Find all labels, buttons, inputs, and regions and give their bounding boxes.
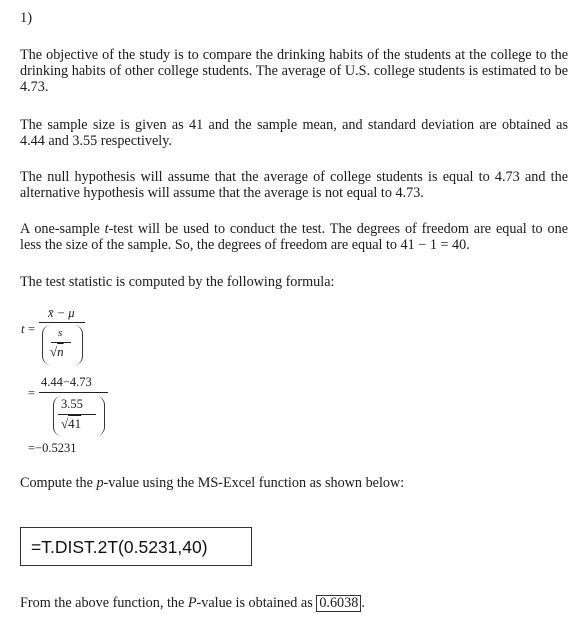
excel-formula-box: =T.DIST.2T(0.5231,40) <box>20 527 252 566</box>
formula-n: n <box>57 344 64 359</box>
formula-num2: 4.44−4.73 <box>41 375 92 389</box>
formula-sqrt <box>50 344 64 360</box>
result-text-pre: From the above function, the <box>20 595 188 611</box>
ttest-text-pre: A one-sample <box>20 221 105 237</box>
formula-fraction-bar <box>39 322 85 323</box>
result-p-italic: P <box>187 595 197 611</box>
formula-intro: The test statistic is computed by the following formula: <box>20 274 335 290</box>
formula-t: t <box>21 322 25 336</box>
question-number: 1) <box>20 10 33 26</box>
hypothesis-paragraph: The null hypothesis will assume that the average of college students is equal to 4.73 and the alternative hypothesis will assume that the average is not equal to 4.73. <box>20 169 568 201</box>
formula-eq2: = <box>28 386 36 400</box>
formula-numerator <box>48 306 75 321</box>
objective-paragraph: The objective of the study is to compare the drinking habits of the students at the college to the drinking habits of other college students. The average of U.S. college students is estimated to be 4.73. <box>20 47 568 95</box>
ttest-t-italic: t <box>104 221 109 237</box>
compute-text-post: -value using the MS-Excel function as shown below: <box>103 475 405 491</box>
formula-result: =−0.5231 <box>28 441 77 455</box>
result-text-post: -value is obtained as <box>196 595 313 611</box>
formula-xbar: x̄ <box>48 306 54 320</box>
sample-paragraph: The sample size is given as 41 and the sample mean, and standard deviation are obtained as 4.44 and 3.55 respectively. <box>20 117 568 149</box>
ttest-paragraph <box>20 221 568 253</box>
ttest-text-post: -test will be used to conduct the test. The degrees of freedom are equal to one less the size of the sample. So, the degrees of freedom are equal to 41 − 1 = 40. <box>20 221 568 253</box>
formula-inner-bar-2 <box>58 414 96 415</box>
formula-minus-mu: − μ <box>53 306 75 320</box>
formula-inner-bar <box>51 342 71 343</box>
formula-s: s <box>58 327 63 339</box>
compute-p-italic: p <box>96 475 104 491</box>
formula-sd: 3.55 <box>61 397 83 411</box>
formula-sqrt-n: 41 <box>68 416 82 431</box>
compute-paragraph <box>20 475 568 491</box>
formula-sqrt-41 <box>61 416 81 432</box>
formula-sqrt-sym: √ <box>50 344 58 359</box>
formula-sqrt-sym-2: √ <box>61 416 69 431</box>
result-paragraph <box>20 595 568 612</box>
formula-fraction-bar-2 <box>39 392 108 393</box>
formula-eq: = <box>28 322 36 336</box>
p-value-box: 0.6038 <box>316 595 361 612</box>
result-period: . <box>361 595 365 611</box>
compute-text-pre: Compute the <box>20 475 97 491</box>
